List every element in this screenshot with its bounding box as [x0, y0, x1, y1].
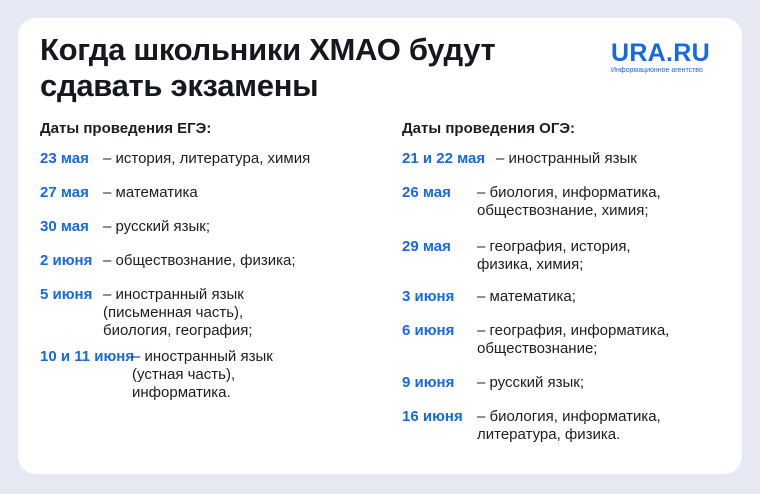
subject-line: – русский язык;	[103, 218, 211, 235]
exam-subjects	[103, 252, 296, 270]
exam-subjects	[103, 184, 198, 202]
logo-subtitle: Информационное агентство	[610, 67, 703, 74]
exam-date: 3 июня	[402, 288, 455, 305]
ura-logo	[611, 40, 710, 74]
subject-line: физика, химия;	[477, 256, 584, 273]
exam-subjects	[477, 408, 661, 444]
subject-line: – математика	[103, 184, 198, 201]
oge-heading: Даты проведения ОГЭ:	[402, 120, 576, 137]
subject-line: – русский язык;	[477, 374, 585, 391]
subject-line: (устная часть),	[132, 366, 236, 383]
exam-subjects	[496, 150, 637, 168]
exam-date: 9 июня	[402, 374, 455, 391]
subject-line: обществознание;	[477, 340, 598, 357]
subject-line: – история, литература, химия	[103, 150, 311, 167]
subject-line: (письменная часть),	[103, 304, 244, 321]
page-title	[40, 32, 495, 104]
exam-date: 21 и 22 мая	[402, 150, 486, 167]
exam-date: 26 мая	[402, 184, 451, 201]
ege-heading: Даты проведения ЕГЭ:	[40, 120, 212, 137]
subject-line: – география, история,	[477, 238, 631, 255]
exam-subjects	[103, 286, 253, 340]
title-line-2: сдавать экзамены	[40, 68, 319, 103]
subject-line: – математика;	[477, 288, 576, 305]
exam-date: 30 мая	[40, 218, 89, 235]
subject-line: – обществознание, физика;	[103, 252, 296, 269]
subject-line: – иностранный язык	[496, 150, 637, 167]
subject-line: – иностранный язык	[132, 348, 273, 365]
exam-date: 29 мая	[402, 238, 451, 255]
exam-subjects	[477, 238, 631, 274]
exam-subjects	[477, 374, 584, 392]
exam-date: 6 июня	[402, 322, 455, 339]
exam-date: 23 мая	[40, 150, 89, 167]
logo-name: URA.RU	[610, 39, 710, 67]
title-line-1: Когда школьники ХМАО будут	[40, 32, 496, 67]
exam-date: 16 июня	[402, 408, 463, 425]
subject-line: – биология, информатика,	[477, 184, 661, 201]
subject-line: биология, география;	[103, 322, 253, 339]
exam-subjects	[477, 288, 576, 306]
info-card	[18, 18, 742, 474]
exam-subjects	[477, 184, 661, 220]
subject-line: – иностранный язык	[103, 286, 244, 303]
exam-subjects	[103, 150, 310, 168]
exam-subjects	[103, 218, 210, 236]
subject-line: – биология, информатика,	[477, 408, 661, 425]
subject-line: информатика.	[132, 384, 231, 401]
exam-date: 10 и 11 июня	[40, 348, 135, 365]
subject-line: литература, физика.	[477, 426, 621, 443]
subject-line: обществознание, химия;	[477, 202, 649, 219]
exam-date: 5 июня	[40, 286, 93, 303]
exam-date: 2 июня	[40, 252, 93, 269]
exam-subjects	[132, 348, 273, 402]
exam-subjects	[477, 322, 669, 358]
exam-date: 27 мая	[40, 184, 89, 201]
subject-line: – география, информатика,	[477, 322, 670, 339]
